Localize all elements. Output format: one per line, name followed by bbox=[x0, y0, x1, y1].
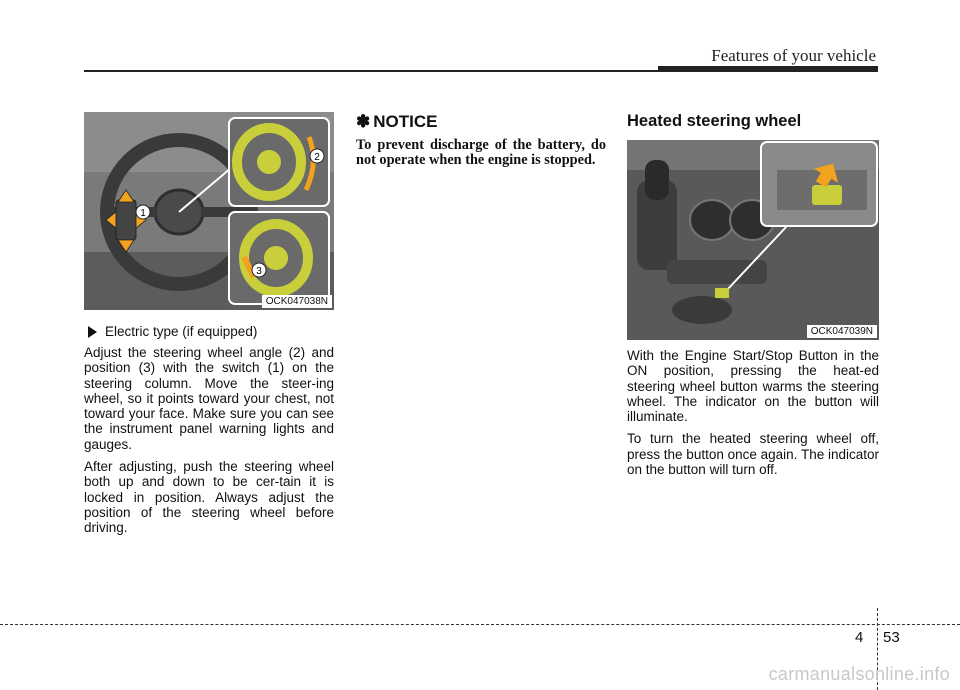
subheading-text: Electric type (if equipped) bbox=[105, 324, 258, 339]
callout-3: 3 bbox=[256, 266, 262, 277]
notice-heading-text: NOTICE bbox=[373, 112, 438, 131]
paragraph: After adjusting, push the steering wheel both up and down to be cer-tain it is locked in position. Always adjust the position of the steering wheel before driving. bbox=[84, 459, 334, 536]
triangle-bullet-icon bbox=[88, 326, 97, 338]
left-column bbox=[84, 112, 334, 536]
footer-rule bbox=[0, 624, 960, 625]
paragraph: To turn the heated steering wheel off, press the button once again. The indicator on the button will turn off. bbox=[627, 431, 879, 478]
paragraph: With the Engine Start/Stop Button in the ON position, pressing the heat-ed steering wheel button warms the steering wheel. The indicator on the button will illuminate. bbox=[627, 348, 879, 425]
notice-text: To prevent discharge of the battery, do not operate when the engine is stopped. bbox=[356, 137, 606, 169]
notice-heading bbox=[356, 112, 606, 132]
heated-wheel-figure bbox=[627, 140, 879, 340]
figure-code: OCK047038N bbox=[262, 295, 332, 308]
console-illustration bbox=[627, 140, 879, 340]
right-column bbox=[627, 112, 879, 477]
steering-adjust-figure bbox=[84, 112, 334, 310]
middle-column bbox=[356, 112, 606, 169]
callout-1: 1 bbox=[140, 208, 146, 219]
steering-illustration bbox=[84, 112, 334, 310]
watermark: carmanualsonline.info bbox=[768, 664, 950, 684]
callout-2: 2 bbox=[314, 152, 320, 163]
paragraph: Adjust the steering wheel angle (2) and position (3) with the switch (1) on the steering column. Move the steer-ing wheel, so it points toward your chest, not toward your face. Make sure you can see the instrument panel warning lights and gauges. bbox=[84, 345, 334, 452]
header-title: Features of your vehicle bbox=[711, 46, 876, 65]
section-heading: Heated steering wheel bbox=[627, 112, 802, 130]
subheading bbox=[84, 324, 334, 339]
chapter-number: 4 bbox=[855, 629, 864, 646]
header-rule-thick bbox=[658, 66, 878, 72]
notice-star-icon: ✽ bbox=[356, 112, 371, 131]
page-number: 53 bbox=[883, 629, 900, 646]
figure-code: OCK047039N bbox=[807, 325, 877, 338]
